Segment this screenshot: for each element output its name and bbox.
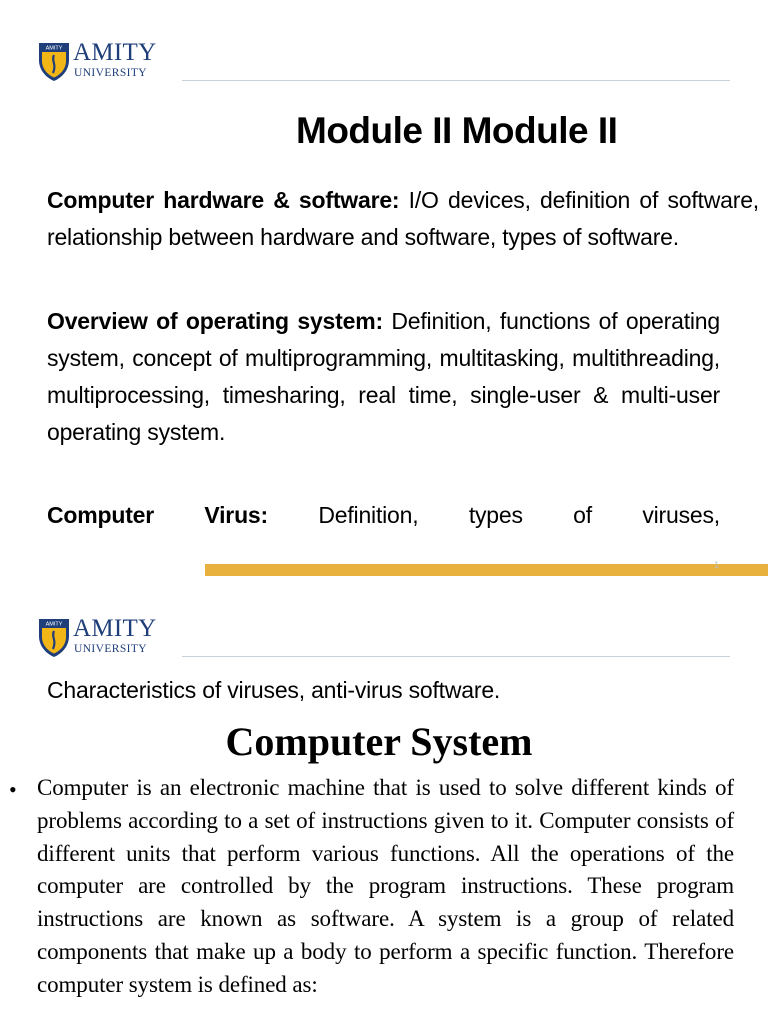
paragraph-operating-system <box>47 303 720 451</box>
logo-name: AMITY <box>73 39 157 66</box>
svg-text:AMITY: AMITY <box>45 45 63 52</box>
amity-shield-icon <box>37 40 71 82</box>
logo-subtitle: UNIVERSITY <box>74 67 147 79</box>
paragraph-computer-virus <box>47 497 720 534</box>
paragraph-heading: Computer hardware & software: <box>47 187 400 213</box>
paragraph-heading: Computer Virus: <box>47 502 268 528</box>
bullet-dot: • <box>9 777 17 802</box>
paragraph-text: I/O devices, definition of software, relationship between hardware and software, types of software. <box>47 187 759 250</box>
svg-text:AMITY: AMITY <box>45 621 63 628</box>
amity-shield-icon <box>37 616 71 658</box>
logo-name: AMITY <box>73 615 157 642</box>
amity-logo <box>37 40 177 82</box>
bullet-text: Computer is an electronic machine that is used to solve different kinds of problems according to a set of instructions given to it. Computer consists of different units that perform various functions. All the operations of the computer are controlled by the program instructions. These program instructions are known as software. A system is a group of related components that make up a body to perform a specific function. Therefore computer system is defined as: <box>37 775 734 997</box>
logo-subtitle: UNIVERSITY <box>74 643 147 655</box>
slide-title: Module II Module II <box>296 110 618 151</box>
amity-logo <box>37 616 177 658</box>
paragraph-text: Definition, types of viruses, <box>267 502 720 528</box>
header-divider <box>182 80 730 81</box>
paragraph-hardware-software <box>47 182 759 256</box>
page-number: 1 <box>714 560 720 570</box>
paragraph-text: Definition, functions of operating system, concept of multiprogramming, multitasking, multithreading, multiprocessing, timesharing, real time, single-user & multi-user operating system. <box>47 308 720 445</box>
slide-2 <box>0 600 768 1024</box>
continuation-text: Characteristics of viruses, anti-virus software. <box>47 677 501 703</box>
slide-title: Computer System <box>225 719 533 764</box>
paragraph-heading: Overview of operating system: <box>47 308 383 334</box>
header-divider <box>182 656 730 657</box>
footer-accent-bar <box>205 564 768 576</box>
